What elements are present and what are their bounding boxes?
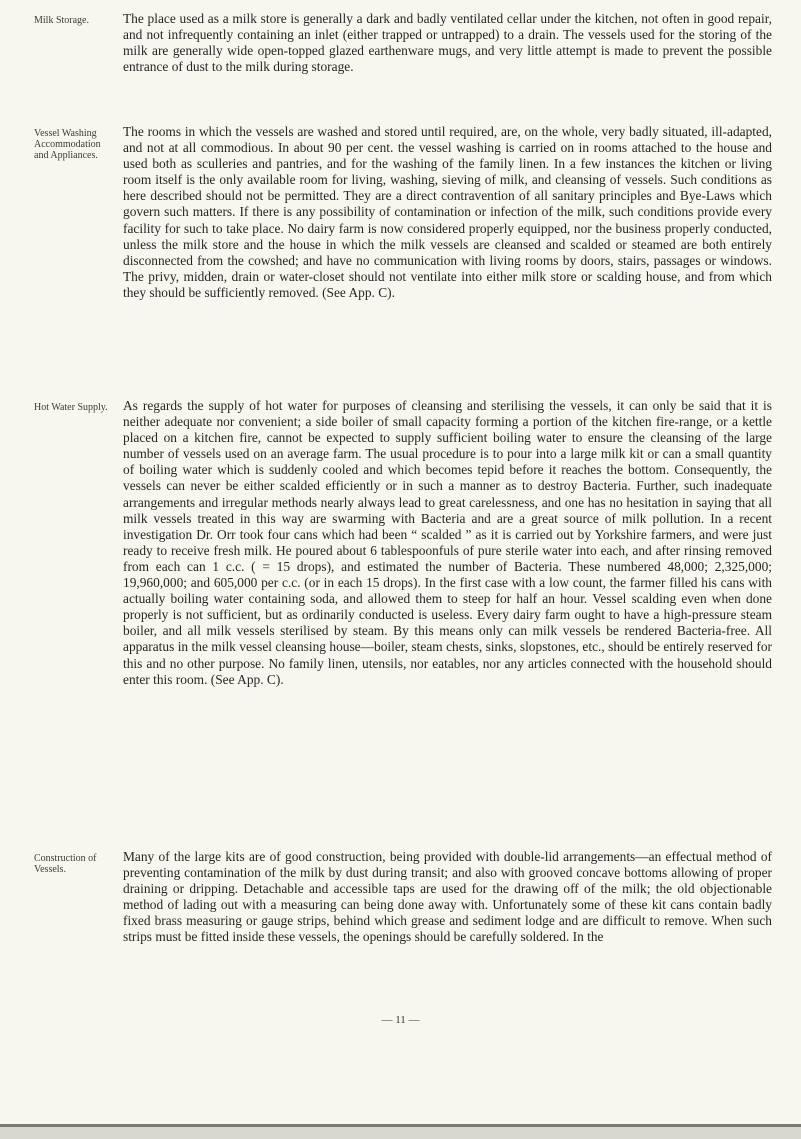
sidenote-vessel-washing: Vessel Washing Accommodation and Appliances. <box>34 128 101 161</box>
sidenote-milk-storage: Milk Storage. <box>34 15 89 26</box>
paragraph-vessel-washing: The rooms in which the vessels are washed and stored until required, are, on the whole, very badly situated, ill-adapted, and not at all commodious. In about 90 per cent. the vessel washing is carried on in rooms attached to the house and used both as sculleries and pantries, and for the washing of the family linen. In a few instances the kitchen or living room itself is the only available room for living, washing, sieving of milk, and cleansing of vessels. Such conditions as here described should not be permitted. They are a direct contravention of all sanitary principles and Bye-Laws which govern such matters. If there is any possibility of contamination or infection of the milk, such conditions provide every facility for such to take place. No dairy farm is now considered properly equipped, nor the business properly conducted, unless the milk store and the house in which the milk vessels are cleansed and scalded or steamed are both entirely disconnected from the cowshed; and have no communication with living rooms by doors, stairs, passages or windows. The privy, midden, drain or water-closet should not ventilate into either milk store or scalding house, and from which they should be sufficiently removed. (See App. C). <box>123 124 772 300</box>
paragraph-construction-of-vessels: Many of the large kits are of good construction, being provided with double-lid arrangements—an effectual method of preventing contamination of the milk by dust during transit; and also with grooved concave bottoms allowing of proper draining or dripping. Detachable and accessible taps are used for the drawing off of the milk; the old objectionable method of lading out with a measuring can being done away with. Unfortunately some of these kit cans contain badly fixed brass measuring or gauge strips, behind which grease and sediment lodge and are difficult to remove. When such strips must be fitted inside these vessels, the openings should be carefully soldered. In the <box>123 849 772 945</box>
paragraph-hot-water-supply: As regards the supply of hot water for purposes of cleansing and sterilising the vessels, it can only be said that it is neither adequate nor convenient; a side boiler of small capacity forming a portion of the kitchen fire-range, or a kettle placed on a kitchen fire, cannot be expected to supply sufficient boiling water to ensure the cleansing of the large number of vessels used on an average farm. The usual procedure is to pour into a large milk kit or can a small quantity of boiling water which is suddenly cooled and which becomes tepid before it reaches the bottom. Consequently, the vessels can never be either scalded efficiently or in such a manner as to destroy Bacteria. Further, such inadequate arrangements and irregular methods nearly always lead to great carelessness, and one has no hesitation in saying that all milk vessels treated in this way are swarming with Bacteria and are a great source of milk pollution. In a recent investigation Dr. Orr took four cans which had been “ scalded ” as it is carried out by Yorkshire farmers, and were just ready to receive fresh milk. He poured about 6 tablespoonfuls of pure sterile water into each, and after rinsing removed from each can 1 c.c. ( = 15 drops), and estimated the number of Bacteria. These numbered 48,000; 2,325,000; 19,960,000; and 605,000 per c.c. (or in each 15 drops). In the first case with a low count, the farmer filled his cans with actually boiling water containing soda, and allowed them to steep for half an hour. Vessel scalding even when done properly is not sufficient, but as ordinarily conducted is useless. Every dairy farm ought to have a high-pressure steam boiler, and all milk vessels sterilised by steam. By this means only can milk vessels be rendered Bacteria-free. All apparatus in the milk vessel cleansing house—boiler, steam chests, sinks, slopstones, etc., should be entirely reserved for this and no other purpose. No family linen, utensils, nor eatables, nor any articles connected with the household should enter this room. (See App. C). <box>123 398 772 687</box>
page-edge-shadow <box>0 1127 801 1139</box>
sidenote-construction-of-vessels: Construction of Vessels. <box>34 853 97 875</box>
page-number: — 11 — <box>381 1014 420 1026</box>
sidenote-hot-water-supply: Hot Water Supply. <box>34 402 108 413</box>
paragraph-milk-storage: The place used as a milk store is generally a dark and badly ventilated cellar under the kitchen, not often in good repair, and not infrequently containing an inlet (either trapped or untrapped) to a drain. The vessels used for the storing of the milk are generally wide open-topped glazed earthenware mugs, and very little attempt is made to prevent the possible entrance of dust to the milk during storage. <box>123 11 772 75</box>
